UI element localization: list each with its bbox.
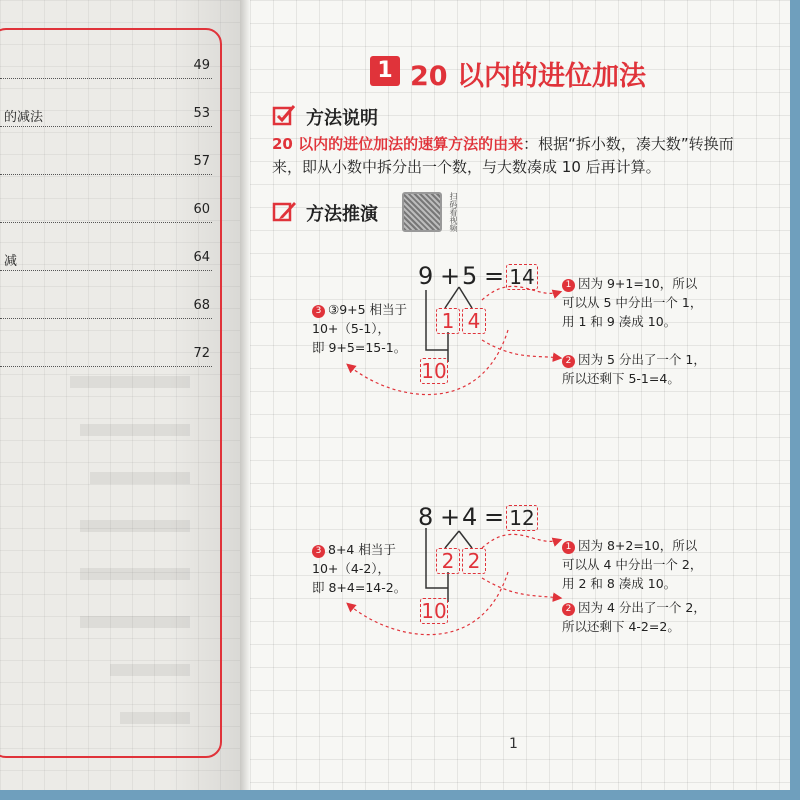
toc-entry	[0, 250, 212, 271]
show-through-mark	[110, 664, 190, 676]
book-spine	[240, 0, 250, 790]
toc-entry	[0, 154, 212, 175]
page-number: 1	[509, 736, 518, 752]
ex2-plus: +	[440, 503, 461, 531]
ex2-note2	[562, 598, 706, 636]
ex1-ten: 10	[421, 359, 447, 383]
ex1-equals: =	[484, 262, 505, 290]
left-page-toc	[0, 0, 240, 790]
show-through-mark	[120, 712, 190, 724]
toc-entry	[0, 202, 212, 223]
diagram-connectors	[250, 0, 790, 790]
arrow-to-note1	[482, 534, 560, 548]
ex1-split-right: 4	[462, 308, 486, 334]
ex2-addend-a: 8	[418, 503, 434, 531]
ex1-split-left: 1	[436, 308, 460, 334]
show-through-mark	[80, 616, 190, 628]
right-page-lesson	[250, 0, 790, 790]
toc-entry	[0, 298, 212, 319]
ex1-note2-text: 因为 5 分出了一个 1， 所以还剩下 5-1=4。	[562, 352, 706, 386]
ex2-note3-text: 8+4 相当于 10+（4-2）， 即 8+4=14-2。	[312, 542, 407, 595]
ex1-note3	[312, 300, 407, 357]
ex1-note3-text: ③9+5 相当于 10+（5-1）， 即 9+5=15-1。	[312, 302, 408, 355]
ex1-note1-text: 因为 9+1=10，所以 可以从 5 中分出一个 1， 用 1 和 9 凑成 10。	[562, 276, 703, 329]
ex2-split-right: 2	[462, 548, 486, 574]
ex1-addend-a: 9	[418, 262, 434, 290]
ex1-addend-b: 5	[462, 262, 478, 290]
toc-entry-page: 57	[193, 154, 210, 169]
show-through-mark	[80, 568, 190, 580]
ex1-result: 14	[506, 264, 538, 290]
ex2-result: 12	[506, 505, 538, 531]
toc-entry	[0, 58, 212, 79]
show-through-mark	[80, 520, 190, 532]
ex1-note1	[562, 274, 702, 331]
split-line	[459, 531, 472, 548]
arrow-to-note2	[482, 578, 560, 598]
toc-entry-page: 72	[193, 346, 210, 361]
split-line	[445, 287, 459, 308]
toc-entry-page: 49	[193, 58, 210, 73]
arrow-to-note2	[482, 340, 560, 358]
qr-label: 扫码看视频	[449, 192, 458, 232]
ex2-note1-text: 因为 8+2=10，所以 可以从 4 中分出一个 2， 用 2 和 8 凑成 10。	[562, 538, 703, 591]
explanation-body: ：根据“拆小数，凑大数”转换而来，即从小数中拆分出一个数，与大数凑成 10 后再计算。	[272, 135, 734, 176]
ex1-note2	[562, 350, 706, 388]
ex2-note2-text: 因为 4 分出了一个 2， 所以还剩下 4-2=2。	[562, 600, 706, 634]
ex1-plus: +	[440, 262, 461, 290]
toc-entry-label: 减	[4, 254, 18, 269]
toc-entry-label: 的减法	[4, 110, 44, 125]
step-badge: 1	[562, 541, 575, 554]
ex2-note1	[562, 536, 702, 593]
ex2-addend-b: 4	[462, 503, 478, 531]
ex2-ten: 10	[421, 599, 447, 623]
split-line	[445, 531, 459, 548]
ex2-equals: =	[484, 503, 505, 531]
toc-entry-page: 64	[193, 250, 210, 265]
lesson-number-badge: 1	[370, 56, 400, 86]
step-badge: 1	[562, 279, 575, 292]
step-badge: 2	[562, 603, 575, 616]
explanation-lead: 20 以内的进位加法的速算方法的由来	[272, 135, 524, 153]
step-badge: 2	[562, 355, 575, 368]
lesson-title-text: 20 以内的进位加法	[410, 61, 646, 92]
toc-entry	[0, 346, 212, 367]
ex2-note3	[312, 540, 406, 597]
section-method-title: 方法说明	[306, 108, 378, 129]
show-through-mark	[70, 376, 190, 388]
toc-frame	[0, 28, 222, 758]
show-through-mark	[90, 472, 190, 484]
ex2-split-left: 2	[436, 548, 460, 574]
split-line	[459, 287, 472, 308]
section-demo-title: 方法推演	[306, 204, 378, 225]
step-badge: 3	[312, 545, 325, 558]
step-badge: 3	[312, 305, 325, 318]
toc-entry-page: 53	[193, 106, 210, 121]
toc-entry-page: 60	[193, 202, 210, 217]
show-through-mark	[80, 424, 190, 436]
toc-entry-page: 68	[193, 298, 210, 313]
toc-entry	[0, 106, 212, 127]
